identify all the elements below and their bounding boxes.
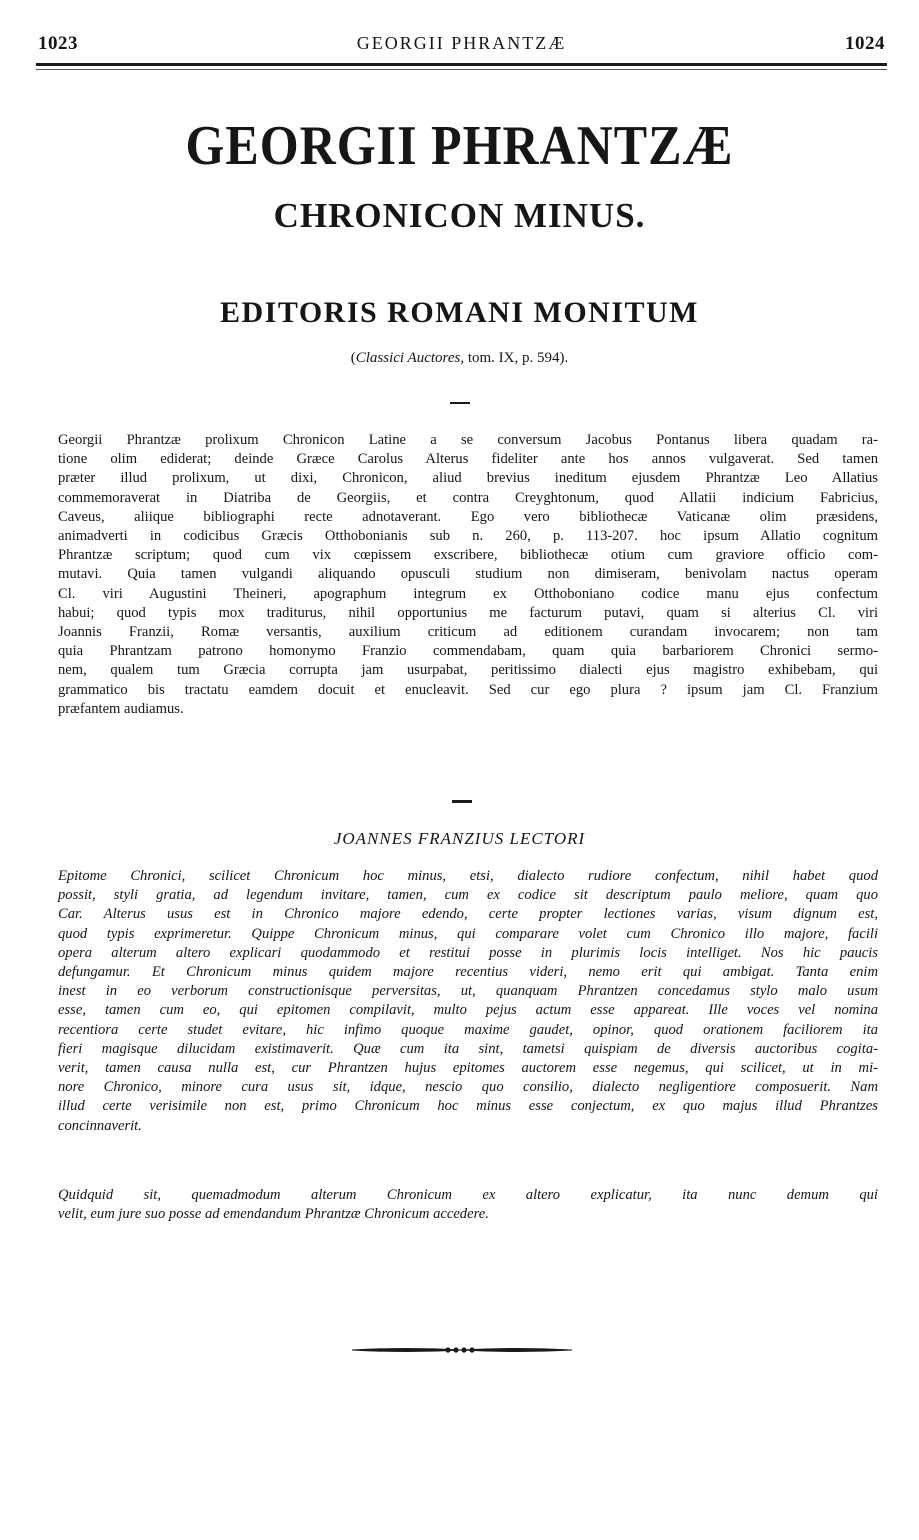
text-line: inest in eo verborum constructionisque perversitas, ut, quanquam Phrantzen concedamus stylo malo usum bbox=[58, 983, 878, 1000]
text-line: Phrantzæ scriptum; quod cum vix cœpissem exscribere, bibliothecæ otium cum graviore officio com- bbox=[58, 547, 878, 564]
letter-heading: JOANNES FRANZIUS LECTORI bbox=[333, 829, 586, 848]
text-line: nem, qualem tum Græcia corrupta jam usurpabat, peritissimo dialecti ejus magistro exhibebam, qui bbox=[58, 662, 878, 679]
text-line: Epitome Chronici, scilicet Chronicum hoc minus, etsi, dialecto rudiore confectum, nihil habet quod bbox=[58, 868, 878, 884]
text-line: defungamur. Et Chronicum minus quidem majore recentius videri, nemo erit qui ambigat. Tanta enim bbox=[58, 964, 878, 981]
text-line: velit, eum jure suo posse ad emendandum Phrantzæ Chronicum accedere. bbox=[58, 1206, 489, 1223]
letter-paragraph bbox=[58, 867, 878, 1136]
page-title: GEORGII PHRANTZÆ bbox=[185, 113, 734, 177]
text-line: fieri magisque dilucidam existimaverit. Quæ cum ita sint, tametsi quispiam de diversis auctoribus cogita- bbox=[58, 1040, 878, 1057]
text-line: opera alterum altero explicari quodammodo et restitui posse in plurimis locis intelliget. Nos hic paucis bbox=[58, 944, 878, 961]
text-line: habui; quod typis mox traditurus, nihil opportunius me facturum putavi, quam si alterius Cl. viri bbox=[58, 604, 878, 621]
text-line: quia Phrantzam patrono homonymo Franzio commendabam, quam quia barbariorem Chronici sermo- bbox=[58, 643, 878, 660]
text-line: Car. Alterus usus est in Chronico majore edendo, certe propter lectiones varias, visum dignum est, bbox=[58, 906, 878, 923]
letter-second-paragraph bbox=[58, 1186, 878, 1224]
source-note-open: ( bbox=[350, 350, 356, 366]
text-line: nore Chronico, minore cura usus sit, idque, nescio quo consilio, dialecto negligentiore composuerit. Nam bbox=[58, 1079, 878, 1096]
text-line: grammatico bis tractatu eamdem docuit et enucleavit. Sed cur ego plura ? ipsum jam Cl. Franzium bbox=[58, 681, 878, 698]
text-line: Caveus, aliique bibliographi recte adnotaverant. Ego vero bibliothecæ Vaticanæ olim præsidens, bbox=[58, 508, 878, 525]
text-line: quod typis exprimeretur. Quippe Chronicum minus, qui comparare volet cum Chronico illo majore, facili bbox=[58, 925, 878, 942]
text-line: concinnaverit. bbox=[58, 1117, 142, 1134]
header-rule-thin bbox=[36, 69, 887, 70]
text-line: tione olim ediderat; deinde Græce Carolus Alterus fideliter ante hos annos vulgaverat. Sed tamen bbox=[58, 451, 878, 468]
page-number-left: 1023 bbox=[38, 33, 78, 54]
text-line: Quidquid sit, quemadmodum alterum Chronicum ex altero explicatur, ita nunc demum qui bbox=[58, 1187, 878, 1203]
text-line: possit, styli gratia, ad legendum invitare, tamen, cum ex codice sit descriptum paulo meliore, quam quo bbox=[58, 887, 878, 904]
text-line: animadverti in codicibus Græcis Otthobonianis sub n. 260, p. 113-207. hoc ipsum Allatio cognitum bbox=[58, 528, 878, 545]
source-note bbox=[0, 350, 919, 367]
text-line: esse, tamen cum eo, qui epitomen compilavit, multo pejus actum esse appareat. Ille voces vel nomina bbox=[58, 1002, 878, 1019]
separator-rule bbox=[450, 402, 470, 404]
separator-rule bbox=[452, 800, 472, 803]
source-note-rest: tom. IX, p. 594). bbox=[464, 350, 569, 366]
text-line: Joannis Franzii, Romæ versantis, auxilium criticum ad editionem curandam invocarem; non tam bbox=[58, 624, 878, 641]
text-line: verit, tamen causa nulla est, cur Phrantzen hujus epitomes auctorem esse negemus, qui scilicet, ut in mi- bbox=[58, 1060, 878, 1077]
text-line: commemoraverat in Diatriba de Georgiis, et contra Creyghtonum, quod Allatii indicium Fabricius, bbox=[58, 489, 878, 506]
text-line: mutavi. Quia tamen vulgandi aliquando opusculi studium non dimiseram, benivolam nactus operam bbox=[58, 566, 878, 583]
text-line: Georgii Phrantzæ prolixum Chronicon Latine a se conversum Jacobus Pontanus libera quadam ra- bbox=[58, 432, 878, 448]
text-line: præter illud prolixum, ut dixi, Chronicon, aliud brevius ineditum ejusdem Phrantzæ Leo Allatius bbox=[58, 470, 878, 487]
text-line: recentiora certe studet evitare, hic infimo quoque maxime gaudet, opinor, quod orationem faciliorem ita bbox=[58, 1021, 878, 1038]
section-heading: EDITORIS ROMANI MONITUM bbox=[220, 296, 699, 329]
text-line: præfantem audiamus. bbox=[58, 700, 184, 717]
page-subtitle: CHRONICON MINUS. bbox=[273, 196, 646, 235]
text-line: illud certe verisimile non est, primo Chronicum hoc minus esse conjectum, ex quo majus illud Phrantzes bbox=[58, 1098, 878, 1115]
running-title: GEORGII PHRANTZÆ bbox=[356, 33, 567, 53]
running-head bbox=[38, 33, 885, 59]
text-line: Cl. viri Augustini Theineri, apographum integrum ex Otthoboniano codice manu ejus confectum bbox=[58, 585, 878, 602]
monitum-paragraph bbox=[58, 431, 878, 719]
header-rule bbox=[36, 63, 887, 66]
source-note-work: Classici Auctores, bbox=[355, 350, 465, 366]
page-number-right: 1024 bbox=[845, 33, 885, 54]
end-ornament bbox=[352, 1344, 572, 1356]
